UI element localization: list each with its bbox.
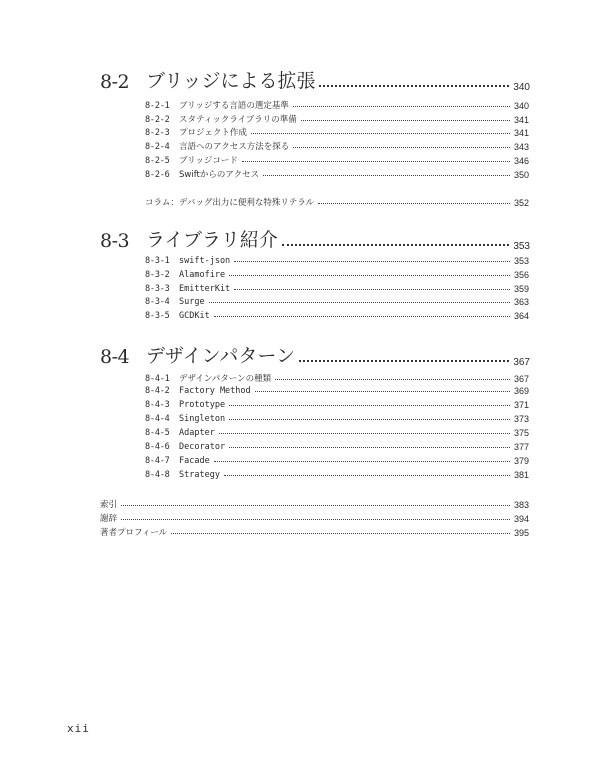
page-folio: xii (67, 722, 90, 735)
item-title: Factory Method (179, 386, 251, 396)
item-page: 371 (513, 400, 529, 410)
section-page: 367 (513, 357, 530, 368)
toc-item[interactable] (145, 140, 529, 152)
item-page: 343 (513, 142, 529, 152)
dot-leader (275, 378, 510, 380)
item-title: 言語へのアクセス方法を探る (179, 142, 290, 152)
item-page: 341 (513, 115, 529, 125)
section-title: ブリッジによる拡張 (146, 70, 316, 92)
toc-item[interactable] (145, 456, 529, 466)
backmatter-page: 395 (513, 528, 529, 538)
section-page: 353 (513, 241, 530, 252)
item-number: 8-2-6 (145, 170, 170, 180)
toc-backmatter-index[interactable] (100, 498, 529, 510)
toc-item[interactable] (145, 386, 529, 396)
item-page: 340 (513, 101, 529, 111)
toc-item[interactable] (145, 284, 529, 294)
section-title: ライブラリ紹介 (146, 229, 278, 251)
item-title: ブリッジする言語の選定基準 (179, 101, 289, 111)
dot-leader (229, 274, 510, 276)
item-number: 8-4-2 (145, 386, 170, 396)
item-title: GCDKit (179, 311, 210, 321)
section-number: 8-2 (100, 71, 130, 93)
item-page: 369 (513, 386, 529, 396)
toc-backmatter-acknowledgements[interactable] (100, 512, 529, 524)
toc-item[interactable] (145, 113, 529, 125)
item-title: Singleton (179, 414, 226, 424)
dot-leader (242, 160, 510, 162)
item-page: 353 (513, 256, 529, 266)
toc-item[interactable] (145, 372, 529, 384)
item-page: 356 (513, 270, 529, 280)
item-number: 8-4-8 (145, 470, 170, 480)
dot-leader (229, 404, 510, 406)
item-page: 359 (513, 284, 529, 294)
dot-leader (301, 119, 510, 121)
dot-leader (229, 446, 510, 448)
section-number: 8-4 (100, 346, 130, 368)
backmatter-page: 383 (513, 500, 529, 510)
toc-section-8-4[interactable] (100, 341, 530, 368)
item-number: 8-4-6 (145, 442, 170, 452)
item-title: Prototype (179, 400, 226, 410)
toc-item[interactable] (145, 99, 529, 111)
item-number: 8-4-7 (145, 456, 170, 466)
backmatter-title: 謝辞 (100, 514, 118, 524)
toc-item[interactable] (145, 470, 529, 480)
toc-item[interactable] (145, 400, 529, 410)
item-title: Strategy (179, 470, 220, 480)
toc-section-8-2[interactable] (100, 66, 530, 93)
item-title: Surge (179, 297, 205, 307)
column-title: コラム：デバッグ出力に便利な特殊リテラル (145, 198, 314, 208)
toc-section-8-3[interactable] (100, 225, 530, 252)
dot-leader (255, 390, 510, 392)
toc-item[interactable] (145, 442, 529, 452)
dot-leader (319, 84, 509, 87)
item-title: Decorator (179, 442, 226, 452)
item-number: 8-3-3 (145, 284, 170, 294)
column-page: 352 (513, 198, 529, 208)
backmatter-title: 索引 (100, 500, 118, 510)
item-number: 8-3-4 (145, 297, 170, 307)
dot-leader (263, 174, 510, 176)
toc-item[interactable] (145, 168, 529, 180)
item-number: 8-2-5 (145, 156, 170, 166)
item-number: 8-4-4 (145, 414, 170, 424)
dot-leader (171, 532, 510, 534)
dot-leader (293, 105, 510, 107)
dot-leader (318, 202, 510, 204)
item-number: 8-3-2 (145, 270, 170, 280)
section-number: 8-3 (100, 230, 130, 252)
toc-item[interactable] (145, 414, 529, 424)
item-title: ブリッジコード (179, 156, 238, 166)
toc-item[interactable] (145, 126, 529, 138)
backmatter-title: 著者プロフィール (100, 528, 168, 538)
item-title: スタティックライブラリの準備 (179, 115, 297, 125)
item-title: Alamofire (179, 270, 226, 280)
toc-column[interactable] (145, 196, 529, 208)
dot-leader (224, 474, 510, 476)
dot-leader (299, 359, 509, 362)
item-number: 8-2-3 (145, 128, 170, 138)
item-title: swift-json (179, 256, 231, 266)
item-page: 346 (513, 156, 529, 166)
dot-leader (229, 418, 510, 420)
dot-leader (121, 504, 510, 506)
item-page: 363 (513, 297, 529, 307)
item-title: Adapter (179, 428, 215, 438)
section-title: デザインパターン (146, 345, 295, 367)
toc-item[interactable] (145, 297, 529, 307)
toc-item[interactable] (145, 256, 529, 266)
toc-item[interactable] (145, 311, 529, 321)
item-number: 8-4-5 (145, 428, 170, 438)
dot-leader (293, 146, 510, 148)
item-page: 364 (513, 311, 529, 321)
item-page: 341 (513, 128, 529, 138)
dot-leader (234, 260, 510, 262)
dot-leader (214, 315, 510, 317)
section-page: 340 (513, 82, 530, 93)
item-page: 377 (513, 442, 529, 452)
item-page: 373 (513, 414, 529, 424)
dot-leader (219, 432, 510, 434)
item-number: 8-3-1 (145, 256, 170, 266)
item-title: EmitterKit (179, 284, 231, 294)
item-page: 367 (513, 374, 529, 384)
dot-leader (209, 301, 510, 303)
toc-item[interactable] (145, 270, 529, 280)
item-number: 8-2-4 (145, 142, 170, 152)
item-title: プロジェクト作成 (179, 128, 247, 138)
item-number: 8-4-1 (145, 374, 170, 384)
item-number: 8-4-3 (145, 400, 170, 410)
dot-leader (121, 518, 510, 520)
dot-leader (251, 132, 510, 134)
item-number: 8-2-2 (145, 115, 170, 125)
item-page: 350 (513, 170, 529, 180)
dot-leader (214, 460, 510, 462)
item-page: 375 (513, 428, 529, 438)
dot-leader (234, 288, 510, 290)
toc-item[interactable] (145, 428, 529, 438)
item-page: 379 (513, 456, 529, 466)
backmatter-page: 394 (513, 514, 529, 524)
toc-backmatter-author[interactable] (100, 526, 529, 538)
item-title: Swiftからのアクセス (179, 170, 260, 180)
dot-leader (282, 243, 509, 246)
item-title: デザインパターンの種類 (179, 374, 272, 384)
toc-item[interactable] (145, 154, 529, 166)
item-title: Facade (179, 456, 210, 466)
item-number: 8-3-5 (145, 311, 170, 321)
item-number: 8-2-1 (145, 101, 170, 111)
item-page: 381 (513, 470, 529, 480)
